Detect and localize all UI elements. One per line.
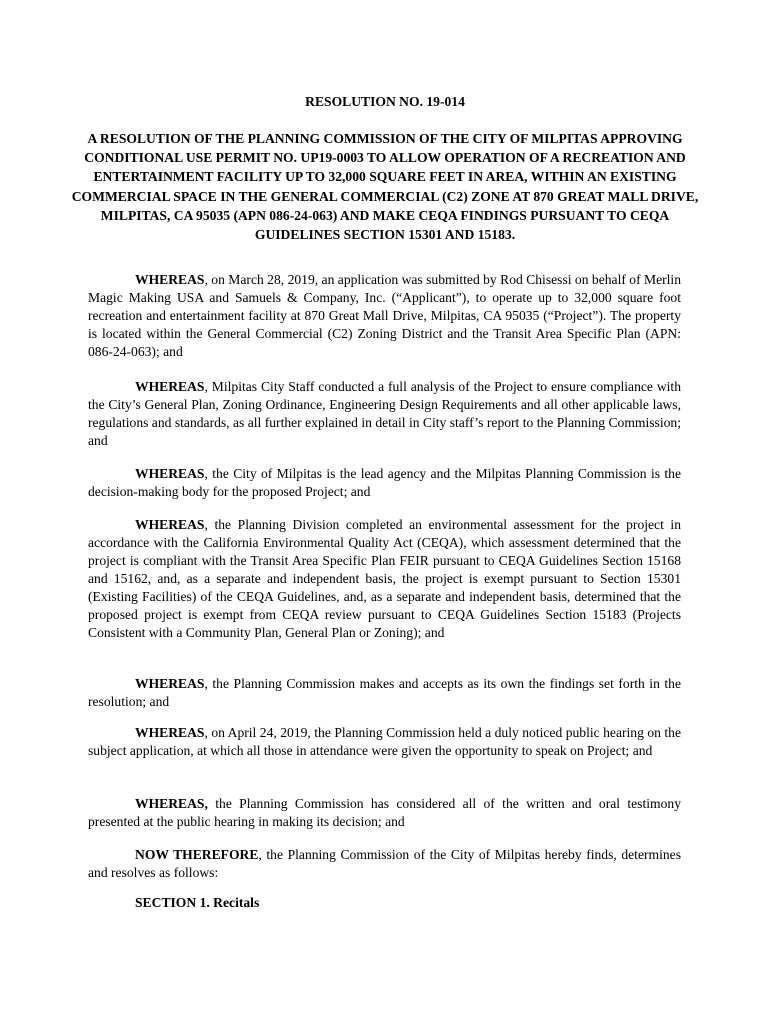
paragraph-lead: WHEREAS	[135, 466, 205, 481]
whereas-paragraph-hearing	[88, 724, 681, 760]
now-therefore-paragraph	[88, 846, 681, 882]
paragraph-text: the Planning Commission has considered all of the written and oral testimony presented at the public hearing in making its decision; and	[88, 796, 681, 829]
whereas-paragraph-lead-agency	[88, 465, 681, 501]
paragraph-lead: WHEREAS,	[135, 796, 208, 811]
paragraph-lead: WHEREAS	[135, 272, 205, 287]
whereas-paragraph-ceqa	[88, 516, 681, 642]
resolution-number: RESOLUTION NO. 19-014	[305, 94, 465, 109]
paragraph-text: , on March 28, 2019, an application was submitted by Rod Chisessi on behalf of Merlin Magic Making USA and Samuels & Company, Inc. (“Applicant”), to operate up to 32,000 square foot recreation and entertainment facility at 870 Great Mall Drive, Milpitas, CA 95035 (“Project”). The property is located within the General Commercial (C2) Zoning District and the Transit Area Specific Plan (APN: 086-24-063); and	[88, 272, 681, 359]
paragraph-text: , the Planning Division completed an environmental assessment for the project in accordance with the California Environmental Quality Act (CEQA), which assessment determined that the project is compliant with the Transit Area Specific Plan FEIR pursuant to CEQA Guidelines Section 15168 and 15162, and, as a separate and independent basis, the project is exempt pursuant to Section 15301 (Existing Facilities) of the CEQA Guidelines, and, as a separate and independent basis, determined that the proposed project is exempt from CEQA review pursuant to CEQA Guidelines Section 15183 (Projects Consistent with a Community Plan, General Plan or Zoning); and	[88, 517, 681, 640]
section-heading: SECTION 1. Recitals	[135, 895, 260, 910]
paragraph-text: , the City of Milpitas is the lead agency and the Milpitas Planning Commission is the decision-making body for the proposed Project; and	[88, 466, 681, 499]
resolution-title: A RESOLUTION OF THE PLANNING COMMISSION OF THE CITY OF MILPITAS APPROVING CONDITIONAL USE PERMIT NO. UP19-0003 TO ALLOW OPERATION OF A RECREATION AND ENTERTAINMENT FACILITY UP TO 32,000 SQUARE FEET IN AREA, WITHIN AN EXISTING COMMERCIAL SPACE IN THE GENERAL COMMERCIAL (C2) ZONE AT 870 GREAT MALL DRIVE, MILPITAS, CA 95035 (APN 086-24-063) AND MAKE CEQA FINDINGS PURSUANT TO CEQA GUIDELINES SECTION 15301 AND 15183.	[71, 131, 699, 243]
paragraph-lead: WHEREAS	[135, 379, 205, 394]
paragraph-lead: WHEREAS	[135, 517, 205, 532]
paragraph-text: , Milpitas City Staff conducted a full analysis of the Project to ensure compliance with the City’s General Plan, Zoning Ordinance, Engineering Design Requirements and all other applicable laws, regulations and standards, as all further explained in detail in City staff’s report to the Planning Commission; and	[88, 379, 681, 448]
paragraph-text: , the Planning Commission of the City of Milpitas hereby finds, determines and resolves as follows:	[88, 847, 681, 880]
whereas-paragraph-findings	[88, 675, 681, 711]
paragraph-lead: WHEREAS	[135, 725, 205, 740]
paragraph-text: , on April 24, 2019, the Planning Commission held a duly noticed public hearing on the subject application, at which all those in attendance were given the opportunity to speak on Project; and	[88, 725, 681, 758]
paragraph-lead: WHEREAS	[135, 676, 205, 691]
whereas-paragraph-application	[88, 271, 681, 361]
whereas-paragraph-testimony	[88, 795, 681, 831]
paragraph-lead: NOW THEREFORE	[135, 847, 259, 862]
paragraph-text: , the Planning Commission makes and accepts as its own the findings set forth in the resolution; and	[88, 676, 681, 709]
whereas-paragraph-staff-analysis	[88, 378, 681, 450]
